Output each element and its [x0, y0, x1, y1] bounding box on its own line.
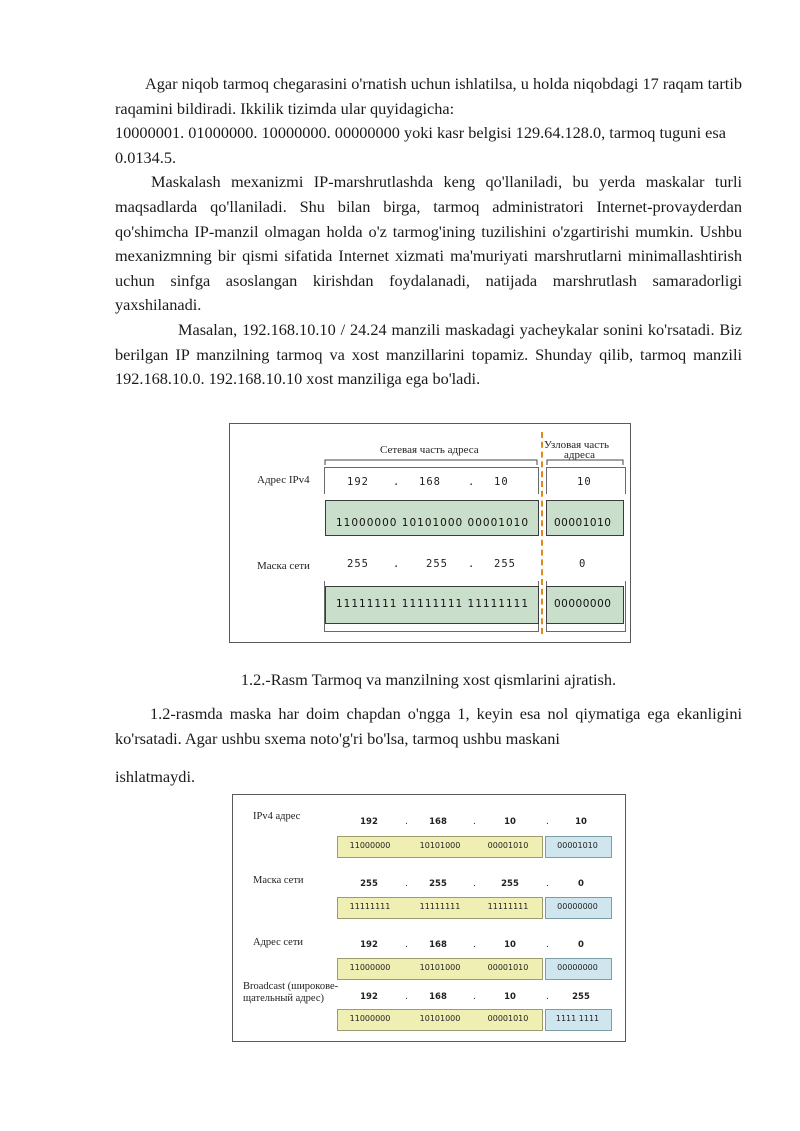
ip-dot-2: . — [468, 476, 476, 488]
net-dot-2: . — [473, 940, 476, 950]
mask-binary-network: 11111111 11111111 11111111 — [336, 598, 530, 610]
ip-dot-1: . — [393, 476, 401, 488]
text-block-2 — [115, 702, 742, 790]
mask-octet-3: 255 — [494, 558, 516, 570]
net-binary-2: 10101000 — [419, 963, 461, 972]
ipv4-binary-1: 11000000 — [349, 841, 391, 850]
figure-address-calculation — [232, 794, 626, 1042]
bc-octet-1: 192 — [360, 992, 378, 1002]
mask2-binary-2: 11111111 — [419, 902, 461, 911]
bc-binary-2: 10101000 — [419, 1014, 461, 1023]
ipv4-binary-2: 10101000 — [419, 841, 461, 850]
host-part-label — [544, 440, 609, 460]
paragraph-5-end: ishlatmaydi. — [115, 767, 196, 787]
paragraph-5: 1.2-rasmda maska har doim chapdan o'ngga 1, keyin esa nol qiymatiga ega ekanligini ko'rsatadi. Agar ushbu sxema noto'g'ri bo'lsa, tarmoq ushbu maskani — [115, 704, 742, 748]
mask-label: Маска сети — [257, 560, 310, 572]
ip-octet-4: 10 — [577, 476, 592, 488]
net-octet-3: 10 — [504, 940, 516, 950]
ipv4-label: Адрес IPv4 — [257, 474, 310, 486]
mask-octet-4: 0 — [579, 558, 587, 570]
net-binary-1: 11000000 — [349, 963, 391, 972]
ipv4-binary-3: 00001010 — [487, 841, 529, 850]
mask-octet-2: 255 — [426, 558, 448, 570]
bc-binary-3: 00001010 — [487, 1014, 529, 1023]
mask-dot-1: . — [393, 558, 401, 570]
ipv4-octet-2: 168 — [429, 817, 447, 827]
ipv4-dot-3: . — [546, 817, 549, 827]
net-octet-1: 192 — [360, 940, 378, 950]
bc-octet-3: 10 — [504, 992, 516, 1002]
net-binary-4: 00000000 — [557, 963, 598, 972]
figure-caption: 1.2.-Rasm Tarmoq va manzilning xost qismlarini ajratish. — [240, 670, 617, 689]
row-label-network-address: Адрес сети — [253, 937, 304, 948]
ipv4-dot-2: . — [473, 817, 476, 827]
bc-binary-4: 1111 1111 — [555, 1014, 600, 1023]
ip-octet-3: 10 — [494, 476, 509, 488]
host-part-bracket — [546, 459, 624, 465]
mask-binary-host: 00000000 — [554, 598, 612, 610]
bc-dot-1: . — [405, 992, 408, 1002]
row-label-broadcast-line1: Broadcast (широкове- — [243, 981, 339, 992]
paragraph-1: Agar niqob tarmoq chegarasini o'rnatish uchun ishlatilsa, u holda niqobdagi 17 raqam tartib raqamini bildiradi. Ikkilik tizimda ular quyidagicha: — [115, 74, 742, 118]
mask2-binary-4: 00000000 — [557, 902, 598, 911]
ipv4-binary-4: 00001010 — [557, 841, 598, 850]
mask2-octet-4: 0 — [578, 879, 584, 889]
mask2-dot-3: . — [546, 879, 549, 889]
row-label-broadcast — [243, 981, 338, 1005]
figure-network-host-parts — [229, 423, 631, 643]
net-octet-2: 168 — [429, 940, 447, 950]
net-octet-4: 0 — [578, 940, 584, 950]
ip-octet-1: 192 — [347, 476, 369, 488]
network-host-divider — [541, 432, 543, 634]
paragraph-2: 10000001. 01000000. 10000000. 00000000 yoki kasr belgisi 129.64.128.0, tarmoq tuguni esa 0.0134.5. — [115, 123, 726, 167]
paragraph-3: Maskalash mexanizmi IP-marshrutlashda keng qo'llaniladi, bu yerda maskalar turli maqsadlarda qo'llaniladi. Shu bilan birga, tarmoq administratori Internet-provayderdan qo'shimcha IP-manzil olmagan holda o'z tarmog'ining tuzilishini o'zgartirishi mumkin. Ushbu mexanizmning bir qismi sifatida Internet xizmati ma'muriyati marshrutlarni minimallashtirish uchun sinfga asoslangan kirishdan foydalanadi, natijada marshrutlash samaradorligi yaxshilanadi. — [115, 172, 742, 315]
row-label-mask: Маска сети — [253, 875, 304, 886]
ipv4-octet-1: 192 — [360, 817, 378, 827]
mask-dot-2: . — [468, 558, 476, 570]
bc-binary-1: 11000000 — [349, 1014, 391, 1023]
mask2-octet-3: 255 — [501, 879, 519, 889]
ip-binary-host: 00001010 — [554, 517, 612, 529]
mask2-binary-3: 11111111 — [487, 902, 529, 911]
network-part-label: Сетевая часть адреса — [380, 444, 479, 456]
ipv4-dot-1: . — [405, 817, 408, 827]
ipv4-octet-3: 10 — [504, 817, 516, 827]
bc-dot-3: . — [546, 992, 549, 1002]
bc-octet-2: 168 — [429, 992, 447, 1002]
host-part-label-line1: Узловая часть — [544, 439, 610, 451]
ip-octet-2: 168 — [419, 476, 441, 488]
mask2-dot-1: . — [405, 879, 408, 889]
bc-octet-4: 255 — [572, 992, 590, 1002]
mask2-binary-1: 11111111 — [349, 902, 391, 911]
mask2-octet-1: 255 — [360, 879, 378, 889]
paragraph-4: Masalan, 192.168.10.10 / 24.24 manzili maskadagi yacheykalar sonini ko'rsatadi. Biz berilgan IP manzilning tarmoq va xost manzillarini topamiz. Shunday qilib, tarmoq manzili 192.168.10.0. 192.168.10.10 xost manziliga ega bo'ladi. — [115, 319, 742, 389]
bc-dot-2: . — [473, 992, 476, 1002]
network-part-bracket — [324, 459, 538, 465]
ipv4-octet-4: 10 — [575, 817, 587, 827]
ip-binary-network: 11000000 10101000 00001010 — [336, 517, 530, 529]
host-part-label-line2: адреса — [564, 449, 596, 461]
mask2-octet-2: 255 — [429, 879, 447, 889]
net-dot-1: . — [405, 940, 408, 950]
row-label-broadcast-line2: щательный адрес) — [243, 993, 325, 1004]
mask-octet-1: 255 — [347, 558, 369, 570]
net-dot-3: . — [546, 940, 549, 950]
net-binary-3: 00001010 — [487, 963, 529, 972]
mask2-dot-2: . — [473, 879, 476, 889]
row-label-ipv4: IPv4 адрес — [253, 811, 301, 822]
text-block-1 — [115, 72, 742, 392]
